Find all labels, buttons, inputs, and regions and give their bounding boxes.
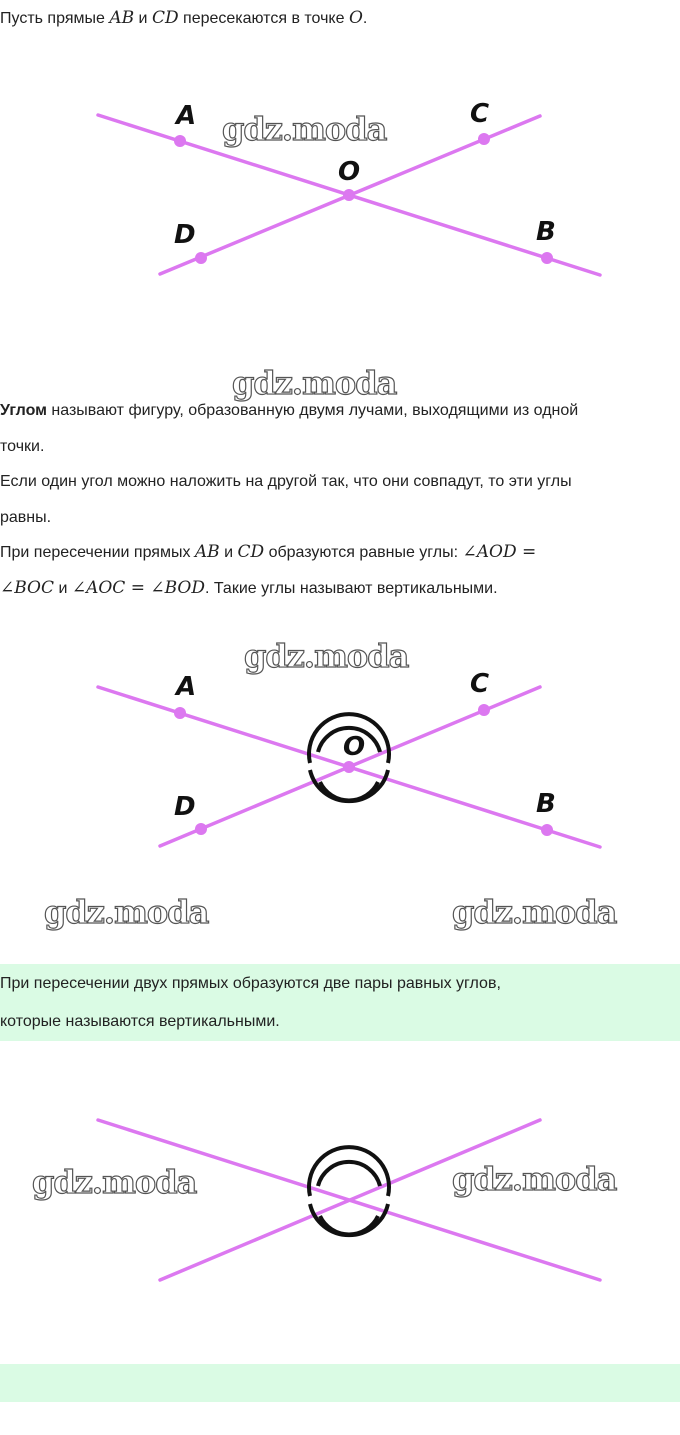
label-o: O (343, 732, 366, 762)
p3-text-1: При пересечении прямых (0, 544, 195, 561)
p3-math-ab: AB (194, 542, 220, 562)
definition-angle-cont: точки. (0, 438, 45, 455)
p3-math-aod: ∠AOD = (462, 542, 537, 562)
definition-term: Углом (0, 402, 47, 419)
intro-text-3: пересекаются в точке (178, 10, 349, 27)
watermark: gdz.moda (452, 893, 617, 931)
intro-math-o: O (348, 8, 363, 28)
label-d: D (174, 220, 196, 250)
label-d: D (174, 792, 196, 822)
label-c: C (470, 99, 490, 129)
line-cd (160, 1120, 540, 1280)
label-o: O (338, 157, 361, 187)
p3-math-cd: CD (237, 542, 265, 562)
equal-angles-paragraph-cont: равны. (0, 509, 52, 526)
label-c: C (470, 669, 490, 699)
label-b: B (536, 217, 556, 247)
label-a: A (176, 672, 197, 702)
intro-text-2: и (134, 10, 152, 27)
highlight-line-2: которые называются вертикальными. (0, 1013, 280, 1030)
definition-text: называют фигуру, образованную двумя лучами, выходящими из одной (46, 402, 579, 419)
angle-arc-inner-top (318, 1162, 380, 1186)
intro-text-4: . (362, 10, 368, 27)
p3-math-boc: ∠BOC (0, 578, 54, 598)
watermark: gdz.moda (222, 110, 387, 148)
watermark: gdz.moda (452, 1160, 617, 1198)
watermark: gdz.moda (44, 893, 209, 931)
label-a: A (176, 101, 197, 131)
intro-math-cd: CD (151, 8, 179, 28)
p3-math-aoc-bod: ∠AOC = ∠BOD (71, 578, 205, 598)
p3-text-4: и (54, 580, 72, 597)
p3-text-2: и (219, 544, 238, 561)
watermark: gdz.moda (244, 637, 409, 675)
highlight-line-1: При пересечении двух прямых образуются две пары равных углов, (0, 975, 501, 992)
p3-text-3: образуются равные углы: (264, 544, 463, 561)
intro-text-1: Пусть прямые (0, 10, 110, 27)
equal-angles-paragraph: Если один угол можно наложить на другой так, что они совпадут, то эти углы (0, 473, 572, 490)
watermark: gdz.moda (232, 364, 397, 402)
highlight-box-empty (0, 1364, 680, 1402)
intro-math-ab: AB (109, 8, 135, 28)
p3-text-5: . Такие углы называют вертикальными. (204, 580, 498, 597)
watermark: gdz.moda (32, 1163, 197, 1201)
label-b: B (536, 789, 556, 819)
